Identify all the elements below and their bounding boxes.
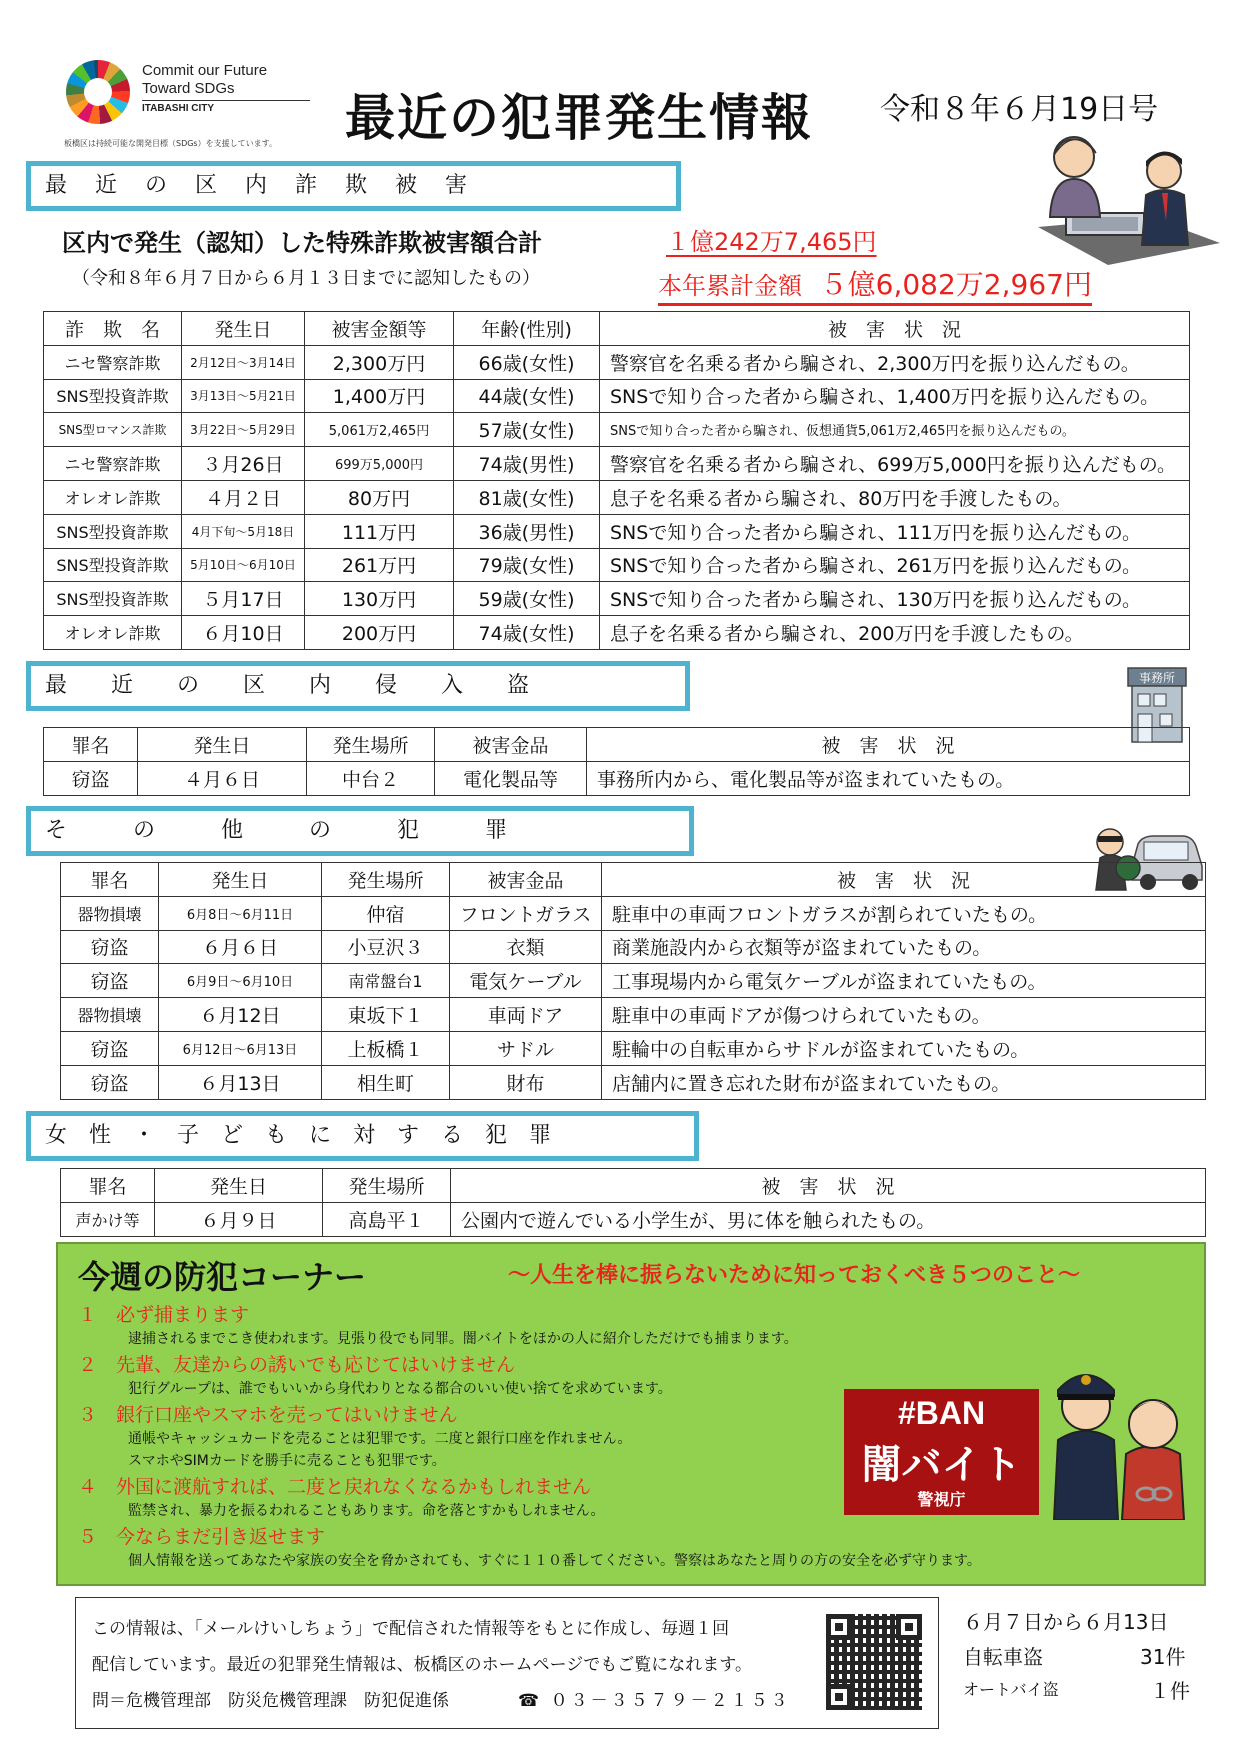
- table-header-row: [61, 1169, 1206, 1203]
- other-crimes-section-heading: そ の 他 の 犯 罪: [26, 806, 694, 856]
- point-4: ４ 外国に渡航すれば、二度と戻れなくなるかもしれません: [78, 1476, 592, 1498]
- qr-corner: [896, 1614, 922, 1640]
- issue-date: 令和８年６月19日号: [880, 92, 1159, 127]
- ban-hashtag: #BAN: [897, 1395, 986, 1431]
- qr-corner: [826, 1614, 852, 1640]
- cell-age: 59歳(女性): [454, 582, 600, 616]
- logo-divider: [142, 100, 310, 101]
- cell-detail: 駐車中の車両ドアが傷つけられていたもの。: [602, 998, 1206, 1032]
- cell-detail: 息子を名乗る者から騙され、80万円を手渡したもの。: [600, 480, 1190, 514]
- cell-item: サドル: [450, 1031, 602, 1065]
- cell-crime: 声かけ等: [61, 1202, 155, 1236]
- cell-type: SNS型投資詐欺: [44, 582, 182, 616]
- col-header: 発生日: [138, 728, 307, 762]
- table-row: [44, 379, 1190, 413]
- cell-crime: 窃盗: [44, 761, 138, 795]
- cell-detail: SNSで知り合った者から騙され、仮想通貨5,061万2,465円を振り込んだもの。: [600, 413, 1190, 447]
- cell-detail: 息子を名乗る者から騙され、200万円を手渡したもの。: [600, 616, 1190, 650]
- cell-crime: 窃盗: [61, 1065, 159, 1099]
- cell-detail: SNSで知り合った者から騙され、130万円を振り込んだもの。: [600, 582, 1190, 616]
- point-3: ３ 銀行口座やスマホを売ってはいけません: [78, 1404, 458, 1426]
- cell-item: フロントガラス: [450, 896, 602, 930]
- table-header-row: [44, 728, 1190, 762]
- col-header: 被害金額等: [305, 312, 454, 346]
- cell-detail: 公園内で遊んでいる小学生が、男に体を触られたもの。: [451, 1202, 1206, 1236]
- weekly-damage-amount: １億242万7,465円: [666, 228, 877, 256]
- fraud-section-heading: 最 近 の 区 内 詐 欺 被 害: [26, 161, 681, 211]
- col-header: 発生場所: [307, 728, 435, 762]
- footer-contact: 問＝危機管理部 防災危機管理課 防犯促進係: [92, 1691, 449, 1711]
- fraud-summary-period: （令和８年６月７日から６月１３日までに認知したもの）: [72, 268, 540, 289]
- cell-place: 高島平１: [323, 1202, 451, 1236]
- page-title: 最近の犯罪発生情報: [345, 89, 813, 147]
- cell-detail: 事務所内から、電化製品等が盗まれていたもの。: [587, 761, 1190, 795]
- logo-text-1: Commit our Future: [142, 62, 268, 79]
- cell-date: 6月8日～6月11日: [159, 896, 322, 930]
- col-header: 発生日: [155, 1169, 323, 1203]
- cell-crime: 窃盗: [61, 930, 159, 964]
- cell-item: 車両ドア: [450, 998, 602, 1032]
- logo-note: 板橋区は持続可能な開発目標（SDGs）を支援しています。: [64, 139, 277, 148]
- table-row: [61, 1202, 1206, 1236]
- table-row: [44, 761, 1190, 795]
- cell-date: ４月６日: [138, 761, 307, 795]
- cell-place: 東坂下１: [322, 998, 450, 1032]
- burglary-section-heading: 最 近 の 区 内 侵 入 盗: [26, 661, 690, 711]
- sdgs-wheel-icon: [66, 60, 130, 124]
- cell-place: 中台２: [307, 761, 435, 795]
- point-4-detail: 監禁され、暴力を振るわれることもあります。命を落とすかもしれません。: [128, 1503, 605, 1519]
- cell-age: 44歳(女性): [454, 379, 600, 413]
- table-row: [61, 930, 1206, 964]
- point-5-detail: 個人情報を送ってあなたや家族の安全を脅かされても、すぐに１１０番してください。警察はあなたと周りの方の安全を必ず守ります。: [128, 1553, 981, 1569]
- cell-age: 79歳(女性): [454, 548, 600, 582]
- cell-detail: 商業施設内から衣類等が盗まれていたもの。: [602, 930, 1206, 964]
- table-row: [61, 1065, 1206, 1099]
- ban-agency: 警視庁: [917, 1490, 966, 1509]
- cell-age: 81歳(女性): [454, 480, 600, 514]
- table-row: [44, 548, 1190, 582]
- point-1-detail: 逮捕されるまでこき使われます。見張り役でも同罪。闇バイトをほかの人に紹介しただけでも捕まります。: [128, 1331, 798, 1347]
- cell-detail: SNSで知り合った者から騙され、111万円を振り込んだもの。: [600, 514, 1190, 548]
- cell-date: 6月9日～6月10日: [159, 964, 322, 998]
- table-row: [44, 480, 1190, 514]
- cell-place: 小豆沢３: [322, 930, 450, 964]
- stats-moto-label: オートバイ盗: [963, 1680, 1059, 1699]
- table-row: [44, 582, 1190, 616]
- cell-date: ６月６日: [159, 930, 322, 964]
- cell-crime: 器物損壊: [61, 998, 159, 1032]
- other-crimes-table: [60, 862, 1206, 1100]
- police-officer-illustration: [1042, 1344, 1202, 1520]
- burglary-table: [43, 727, 1190, 796]
- cell-amount: 111万円: [305, 514, 454, 548]
- annual-total: [658, 268, 1092, 306]
- cell-detail: SNSで知り合った者から騙され、261万円を振り込んだもの。: [600, 548, 1190, 582]
- point-2-detail: 犯行グループは、誰でもいいから身代わりとなる都合のいい使い捨てを求めています。: [128, 1381, 672, 1397]
- table-header-row: [61, 863, 1206, 897]
- cell-age: 36歳(男性): [454, 514, 600, 548]
- point-3-detail: 通帳やキャッシュカードを売ることは犯罪です。二度と銀行口座を作れません。: [128, 1431, 632, 1447]
- cell-type: SNS型投資詐欺: [44, 514, 182, 548]
- col-header: 被 害 状 況: [602, 863, 1206, 897]
- col-header: 被 害 状 況: [600, 312, 1190, 346]
- logo-text-3: ITABASHI CITY: [142, 103, 215, 114]
- ban-yami-baito-banner: [844, 1389, 1039, 1515]
- point-3-detail: スマホやSIMカードを勝手に売ることも犯罪です。: [128, 1453, 446, 1469]
- stats-bike-value: 31件: [1140, 1645, 1186, 1669]
- cell-crime: 器物損壊: [61, 896, 159, 930]
- table-header-row: [44, 312, 1190, 346]
- footer-phone: ☎ ０３－３５７９－２１５３: [518, 1691, 791, 1711]
- cell-place: 南常盤台1: [322, 964, 450, 998]
- cell-date: ６月10日: [182, 616, 305, 650]
- cell-date: 4月下旬～5月18日: [182, 514, 305, 548]
- cell-detail: 警察官を名乗る者から騙され、2,300万円を振り込んだもの。: [600, 345, 1190, 379]
- cell-age: 74歳(男性): [454, 447, 600, 481]
- cell-amount: 1,400万円: [305, 379, 454, 413]
- col-header: 年齢(性別): [454, 312, 600, 346]
- table-row: [44, 514, 1190, 548]
- annual-total-amount: ５億6,082万2,967円: [819, 268, 1092, 301]
- cell-type: オレオレ詐欺: [44, 616, 182, 650]
- col-header: 罪名: [61, 1169, 155, 1203]
- col-header: 発生場所: [323, 1169, 451, 1203]
- point-5: ５ 今ならまだ引き返せます: [78, 1526, 326, 1548]
- stats-bike-label: 自転車盗: [963, 1645, 1043, 1669]
- cell-date: ５月17日: [182, 582, 305, 616]
- cell-place: 上板橋１: [322, 1031, 450, 1065]
- stats-moto-value: １件: [1150, 1679, 1190, 1703]
- col-header: 被 害 状 況: [587, 728, 1190, 762]
- cell-detail: SNSで知り合った者から騙され、1,400万円を振り込んだもの。: [600, 379, 1190, 413]
- cell-date: 2月12日～3月14日: [182, 345, 305, 379]
- cell-item: 電化製品等: [435, 761, 587, 795]
- cell-detail: 駐輪中の自転車からサドルが盗まれていたもの。: [602, 1031, 1206, 1065]
- col-header: 発生場所: [322, 863, 450, 897]
- qr-corner: [826, 1684, 852, 1710]
- table-row: [44, 345, 1190, 379]
- col-header: 被害金品: [450, 863, 602, 897]
- col-header: 発生日: [182, 312, 305, 346]
- prevention-corner: [56, 1242, 1206, 1586]
- cell-amount: 5,061万2,465円: [305, 413, 454, 447]
- cell-place: 仲宿: [322, 896, 450, 930]
- cell-detail: 駐車中の車両フロントガラスが割られていたもの。: [602, 896, 1206, 930]
- cell-age: 74歳(女性): [454, 616, 600, 650]
- corner-title: 今週の防犯コーナー: [78, 1258, 367, 1296]
- cell-place: 相生町: [322, 1065, 450, 1099]
- women-children-section-heading: 女 性 ・ 子 ど も に 対 す る 犯 罪: [26, 1111, 699, 1161]
- cell-crime: 窃盗: [61, 964, 159, 998]
- table-row: [61, 1031, 1206, 1065]
- footer-line-2: 配信しています。最近の犯罪発生情報は、板橋区のホームページでもご覧になれます。: [92, 1655, 752, 1675]
- cell-date: ６月13日: [159, 1065, 322, 1099]
- col-header: 被 害 状 況: [451, 1169, 1206, 1203]
- logo-text-2: Toward SDGs: [142, 80, 235, 97]
- annual-total-label: 本年累計金額: [658, 272, 802, 300]
- cell-item: 電気ケーブル: [450, 964, 602, 998]
- point-2: ２ 先輩、友達からの誘いでも応じてはいけません: [78, 1354, 516, 1376]
- cell-date: ４月２日: [182, 480, 305, 514]
- office-sign: 事務所: [1138, 671, 1176, 685]
- cell-age: 57歳(女性): [454, 413, 600, 447]
- cell-date: ６月９日: [155, 1202, 323, 1236]
- cell-date: ３月26日: [182, 447, 305, 481]
- col-header: 発生日: [159, 863, 322, 897]
- cell-amount: 200万円: [305, 616, 454, 650]
- cell-amount: 2,300万円: [305, 345, 454, 379]
- sdgs-logo: [62, 52, 312, 152]
- footer-info-box: [75, 1597, 939, 1729]
- col-header: 詐 欺 名: [44, 312, 182, 346]
- cell-type: SNS型ロマンス詐欺: [44, 413, 182, 447]
- cell-amount: 261万円: [305, 548, 454, 582]
- fraud-summary-title: 区内で発生（認知）した特殊詐欺被害額合計: [62, 229, 542, 257]
- cell-date: 3月22日～5月29日: [182, 413, 305, 447]
- cell-date: 3月13日～5月21日: [182, 379, 305, 413]
- footer-line-1: この情報は、「メールけいしちょう」で配信された情報等をもとに作成し、毎週１回: [92, 1619, 730, 1639]
- cell-crime: 窃盗: [61, 1031, 159, 1065]
- cell-type: SNS型投資詐欺: [44, 379, 182, 413]
- table-row: [44, 616, 1190, 650]
- cell-detail: 店舗内に置き忘れた財布が盗まれていたもの。: [602, 1065, 1206, 1099]
- table-row: [61, 896, 1206, 930]
- cell-amount: 80万円: [305, 480, 454, 514]
- cell-age: 66歳(女性): [454, 345, 600, 379]
- table-row: [44, 413, 1190, 447]
- table-row: [44, 447, 1190, 481]
- cell-detail: 警察官を名乗る者から騙され、699万5,000円を振り込んだもの。: [600, 447, 1190, 481]
- cell-item: 衣類: [450, 930, 602, 964]
- table-row: [61, 998, 1206, 1032]
- cell-date: 5月10日～6月10日: [182, 548, 305, 582]
- table-row: [61, 964, 1206, 998]
- col-header: 被害金品: [435, 728, 587, 762]
- col-header: 罪名: [44, 728, 138, 762]
- cell-amount: 699万5,000円: [305, 447, 454, 481]
- cell-type: ニセ警察詐欺: [44, 447, 182, 481]
- cell-type: オレオレ詐欺: [44, 480, 182, 514]
- cell-date: ６月12日: [159, 998, 322, 1032]
- col-header: 罪名: [61, 863, 159, 897]
- ban-main: 闇バイト: [861, 1442, 1022, 1488]
- corner-subtitle: ～人生を棒に振らないために知っておくべき５つのこと～: [508, 1263, 1081, 1288]
- cell-amount: 130万円: [305, 582, 454, 616]
- stats-period: ６月７日から６月13日: [963, 1610, 1169, 1634]
- cell-item: 財布: [450, 1065, 602, 1099]
- cell-type: ニセ警察詐欺: [44, 345, 182, 379]
- cell-detail: 工事現場内から電気ケーブルが盗まれていたもの。: [602, 964, 1206, 998]
- fraud-illustration: [1038, 125, 1220, 275]
- point-1: １ 必ず捕まります: [78, 1304, 250, 1326]
- cell-type: SNS型投資詐欺: [44, 548, 182, 582]
- fraud-table: [43, 311, 1190, 650]
- qr-code-icon[interactable]: [826, 1614, 922, 1710]
- cell-date: 6月12日～6月13日: [159, 1031, 322, 1065]
- women-children-table: [60, 1168, 1206, 1237]
